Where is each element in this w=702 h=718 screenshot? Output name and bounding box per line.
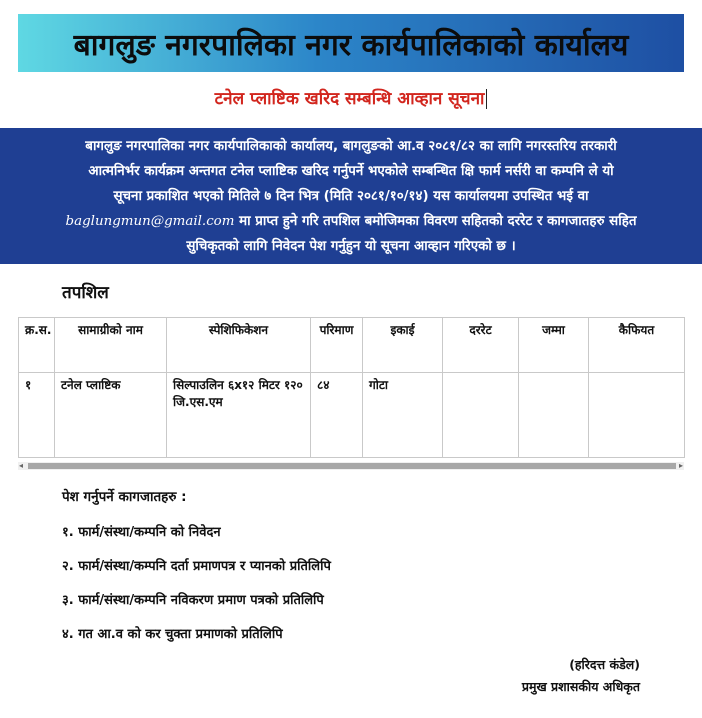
table-cell: ८४ — [311, 373, 363, 458]
title-banner — [18, 14, 684, 72]
header-cell: स्पेशिफिकेशन — [167, 318, 311, 373]
notice-line-4 — [14, 209, 688, 234]
details-table — [18, 317, 685, 458]
notice-line-5: सुचिकृतको लागि निवेदन पेश गर्नुहुन यो सूचना आव्हान गरिएको छ । — [186, 239, 516, 254]
table-row — [19, 373, 685, 458]
table-cell — [443, 373, 519, 458]
header-cell: दररेट — [443, 318, 519, 373]
document-item: २. फार्म/संस्था/कम्पनि दर्ता प्रमाणपत्र र प्यानको प्रतिलिपि — [62, 559, 331, 574]
email-link[interactable]: baglungmun@gmail.com — [65, 214, 235, 229]
table-cell: सिल्पाउलिन ६x१२ मिटर १२० जि.एस.एम — [167, 373, 311, 458]
header-cell: क्र.स. — [19, 318, 55, 373]
document-item: ४. गत आ.व को कर चुक्ता प्रमाणको प्रतिलिपि — [62, 627, 283, 642]
horizontal-scrollbar[interactable] — [18, 462, 684, 470]
table-cell — [519, 373, 589, 458]
header-cell: सामाग्रीको नाम — [55, 318, 167, 373]
notice-line-1: बागलुङ नगरपालिका नगर कार्यपालिकाको कार्यालय, बागलुङको आ.व २०८१/८२ का लागि नगरस्तरिय तरकारी — [85, 139, 617, 154]
table-title: तपशिल — [62, 283, 109, 303]
table-cell: १ — [19, 373, 55, 458]
document-item: १. फार्म/संस्था/कम्पनि को निवेदन — [62, 525, 221, 540]
table-cell — [589, 373, 685, 458]
table-header-row — [19, 318, 685, 373]
header-cell: इकाई — [363, 318, 443, 373]
scroll-right-arrow-icon[interactable]: ▸ — [678, 461, 683, 470]
details-table-container — [18, 317, 684, 469]
table-cell: टनेल प्लाष्टिक — [55, 373, 167, 458]
signatory-name: (हरिदत्त कंडेल) — [569, 657, 640, 672]
banner-title: बागलुङ नगरपालिका नगर कार्यपालिकाको कार्यालय — [73, 27, 629, 63]
signatory-designation: प्रमुख प्रशासकीय अधिकृत — [521, 679, 640, 694]
table-cell: गोटा — [363, 373, 443, 458]
header-cell: जम्मा — [519, 318, 589, 373]
notice-line-3: सूचना प्रकाशित भएको मितिले ७ दिन भित्र (मिति २०८१/१०/१४) यस कार्यालयमा उपस्थित भई वा — [113, 189, 589, 204]
subtitle-text: टनेल प्लाष्टिक खरिद सम्बन्धि आव्हान सूचना — [214, 89, 485, 109]
document-item: ३. फार्म/संस्था/कम्पनि नविकरण प्रमाण पत्रको प्रतिलिपि — [62, 593, 324, 608]
notice-line-4-text: मा प्राप्त हुने गरि तपशिल बमोजिमका विवरण सहितको दररेट र कागजातहरु सहित — [234, 214, 637, 229]
scroll-left-arrow-icon[interactable]: ◂ — [19, 461, 24, 470]
documents-title: पेश गर्नुपर्ने कागजातहरु : — [62, 489, 187, 505]
notice-body — [0, 128, 702, 264]
notice-line-2: आत्मनिर्भर कार्यक्रम अन्तगत टनेल प्लाष्टिक खरिद गर्नुपर्ने भएकोले सम्बन्धित क्षि फार्म नर्सरी वा कम्पनि ले यो — [88, 164, 614, 179]
scrollbar-thumb[interactable] — [28, 463, 676, 469]
text-cursor — [486, 89, 487, 109]
header-cell: कैफियत — [589, 318, 685, 373]
header-cell: परिमाण — [311, 318, 363, 373]
notice-subtitle — [0, 86, 702, 109]
